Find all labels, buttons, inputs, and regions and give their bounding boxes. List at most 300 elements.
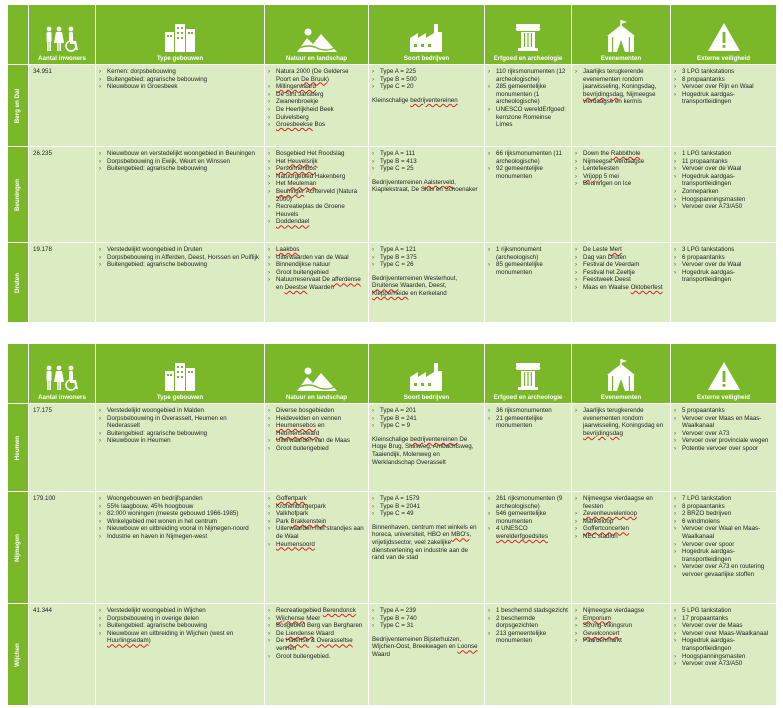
nature-cell: [265, 404, 369, 492]
bullet-list: [575, 607, 667, 645]
list-item: › Type C = 31: [372, 622, 481, 630]
list-item: › Woongebouwen en bedrijfspanden: [99, 495, 261, 503]
column-header-2: [96, 5, 265, 65]
list-item: › Valkhofpark: [268, 510, 365, 518]
column-header-label: Externe veiligheid: [697, 55, 750, 62]
list-item: › Potentie vervoer over spoor: [674, 445, 773, 453]
list-item: › Type C = 49: [372, 510, 481, 518]
list-item: › 6 propaantanks: [674, 254, 773, 262]
list-item: › Recreatieplas de Groene Heuvels: [268, 203, 365, 218]
buildings-icon: [97, 361, 263, 391]
list-item: › 3 LPG tankstations: [674, 246, 773, 254]
list-item: › Bosgebied Het Roodslag: [268, 150, 365, 158]
list-item: › Type C = 26: [372, 261, 481, 269]
list-item: › 85 gemeentelijke monumenten: [488, 261, 568, 276]
list-item: › 1 beschermd stadsgezicht: [488, 607, 568, 615]
municipality-label: Beuningen: [14, 178, 22, 211]
bullet-list: [268, 607, 365, 660]
building-types-cell: [96, 404, 265, 492]
inhabitants-count: 179.100: [29, 492, 96, 604]
list-item: › Type A = 239: [372, 607, 481, 615]
list-item: › Maas en Waalse Oktoberfest: [575, 284, 667, 292]
column-header-label: Evenementen: [600, 394, 642, 401]
list-item: › Natuurreservaat De afferdense en Deestse Waarden: [268, 276, 365, 291]
municipality-name: [8, 147, 29, 243]
column-header-4: [369, 344, 485, 404]
list-item: › Doddendael: [268, 218, 365, 226]
header-row: [8, 344, 777, 404]
bullet-list: [372, 607, 481, 630]
list-item: › Feestweek Deest: [575, 276, 667, 284]
list-item: › Type A = 121: [372, 246, 481, 254]
list-item: › 92 gemeentelijke monumenten: [488, 165, 568, 180]
bullet-list: [99, 150, 261, 173]
list-item: › Personnenbos: [268, 165, 365, 173]
column-header-7: [671, 344, 777, 404]
column-icon: [486, 361, 570, 391]
bullet-list: [575, 407, 667, 437]
column-header-7: [671, 5, 777, 65]
nature-cell: [265, 65, 369, 147]
list-item: › Buitengebied: agrarische bebouwing: [99, 76, 261, 84]
list-item: › Natuurgebied Hakenberg: [268, 173, 365, 181]
list-item: › 546 gemeentelijke monumenten: [488, 510, 568, 525]
heritage-cell: [485, 404, 572, 492]
business-types-cell: [369, 243, 485, 323]
list-item: › Het Meuleman: [268, 180, 365, 188]
list-item: › Strong-Vikingsrun: [575, 622, 667, 630]
list-item: › Beuningen on Ice: [575, 180, 667, 188]
list-item: › Uiterwaarden van de Waal: [268, 254, 365, 262]
list-item: › Heumensebos en Heumenseward: [268, 422, 365, 437]
column-header-label: Type gebouwen: [156, 55, 204, 62]
table-row: [8, 492, 777, 604]
circus-tent-icon: [573, 20, 669, 52]
list-item: › UNESCO wereldErfgoed: kernzone Romeinse Limes: [488, 106, 568, 129]
bullet-list: [268, 495, 365, 548]
list-item: › Wijchense Meer: [268, 615, 365, 623]
list-item: › Groot buitengebied.: [268, 653, 365, 661]
bullet-list: [268, 407, 365, 453]
building-types-cell: [96, 147, 265, 243]
heritage-cell: [485, 65, 572, 147]
bullet-list: [674, 150, 773, 211]
list-item: › 4 UNESCO werelderfgoedsites: [488, 525, 568, 540]
list-item: › Vervoer over Maas-Waalkanaal: [674, 630, 773, 638]
bullet-list: [488, 607, 568, 645]
bullet-list: [268, 246, 365, 292]
building-types-cell: [96, 243, 265, 323]
list-item: › Buitengebied: agrarische bebouwing: [99, 165, 261, 173]
external-safety-cell: [671, 604, 777, 706]
list-item: › Winkelgebied met wonen in het centrum: [99, 518, 261, 526]
municipality-name: [8, 492, 29, 604]
list-item: › De Leste Mert: [575, 246, 667, 254]
building-types-cell: [96, 492, 265, 604]
column-icon: [486, 22, 570, 52]
column-header-label: Aantal inwoners: [38, 394, 86, 401]
bullet-list: [488, 68, 568, 129]
list-item: › Nijmeegse vierdaagse en feesten: [575, 495, 667, 510]
bullet-list: [99, 607, 261, 645]
table-row: [8, 147, 777, 243]
list-item: › Vervoer over A73 en routering vervoer gevaarlijke stoffen: [674, 563, 773, 578]
list-item: › Nieuwbouw in Heumen: [99, 437, 261, 445]
list-item: › Zwanenbroekje: [268, 98, 365, 106]
bullet-list: [372, 407, 481, 430]
people-icon: [30, 365, 94, 391]
heritage-cell: [485, 147, 572, 243]
list-item: › Heidevelden en vennen: [268, 415, 365, 423]
list-item: › Vervoer over Maas en Maas-Waalkanaal: [674, 415, 773, 430]
table-row: [8, 404, 777, 492]
bullet-list: [674, 607, 773, 668]
bullet-list: [575, 495, 667, 541]
list-item: › Lentefeesten: [575, 165, 667, 173]
list-item: › Vervoer over de Waal: [674, 261, 773, 269]
bullet-list: [372, 150, 481, 173]
bullet-list: [372, 495, 481, 518]
external-safety-cell: [671, 147, 777, 243]
list-item: › Bosgebied Berg van Bergharen: [268, 622, 365, 630]
list-item: › Nijmeegse vierdaagse: [575, 158, 667, 166]
bullet-list: [575, 68, 667, 106]
list-item: › Down the Rabbithole: [575, 150, 667, 158]
municipality-label: Nijmegen: [14, 533, 22, 562]
list-item: › 17 propaantanks: [674, 615, 773, 623]
list-item: › Laakbos: [268, 246, 365, 254]
external-safety-cell: [671, 65, 777, 147]
list-item: › Marikeloop: [575, 518, 667, 526]
list-item: › Duivelsberg: [268, 114, 365, 122]
list-item: › Type C = 25: [372, 165, 481, 173]
warning-icon: [672, 22, 775, 52]
bullet-list: [488, 495, 568, 541]
business-parks-text: Bedrijventerreinen Westerhout, Druitense Waarden, Deest, Klepperheide en Kerkeland: [372, 274, 458, 297]
list-item: › 8 propaantanks: [674, 76, 773, 84]
column-header-2: [96, 344, 265, 404]
heritage-cell: [485, 243, 572, 323]
business-parks-text: Kleinschalige bedrijventereinen: [372, 96, 458, 104]
list-item: › Dorpsbebouwing in overige delen: [99, 615, 261, 623]
column-header-3: [265, 344, 369, 404]
business-types-cell: [369, 65, 485, 147]
list-item: › 11 propaantanks: [674, 158, 773, 166]
table-row: [8, 65, 777, 147]
list-item: › Verstedelijkt woongebied in Druten: [99, 246, 261, 254]
list-item: › Nieuwbouw en verstedelijkt woongebied in Beuningen: [99, 150, 261, 158]
business-types-cell: [369, 604, 485, 706]
column-header-6: [572, 5, 671, 65]
list-item: › 82.000 woningen (meeste gebouwd 1966-1985): [99, 510, 261, 518]
list-item: › 213 gemeentelijke monumenten: [488, 630, 568, 645]
list-item: › Hogedruk aardgas-transportleidingen: [674, 173, 773, 188]
bullet-list: [674, 407, 773, 453]
table-row: [8, 604, 777, 706]
list-item: › 21 gemeentelijke monumenten: [488, 415, 568, 430]
list-item: › 1 LPG tankstation: [674, 150, 773, 158]
list-item: › Nieuwbouw en uitbreiding vooral in Nijmegen-noord: [99, 525, 261, 533]
column-header-label: Externe veiligheid: [697, 394, 750, 401]
list-item: › Jaarlijks terugkerende evenementen rondom jaarwisseling, Koningsdag, bevrijdingsdag, Nijmeegse vierdaagse en kermis: [575, 68, 667, 106]
column-header-4: [369, 5, 485, 65]
list-item: › Goffertconcerten: [575, 525, 667, 533]
events-cell: [572, 147, 671, 243]
inhabitants-count: 41.344: [29, 604, 96, 706]
header-corner: [8, 344, 29, 404]
list-item: › 261 rijksmonumenten (9 archeologische): [488, 495, 568, 510]
municipality-label: Druten: [14, 272, 22, 293]
business-parks-text: Bedrijventerreinen Bijsterhuizen, Wijchen-Oost, Breekwagen en Loonse Waard: [372, 635, 478, 658]
bullet-list: [99, 246, 261, 269]
list-item: › Type B = 740: [372, 615, 481, 623]
column-header-1: [29, 5, 96, 65]
bullet-list: [372, 246, 481, 269]
business-types-cell: [369, 492, 485, 604]
column-header-label: Erfgoed en archeologie: [493, 394, 563, 401]
list-item: › De Liendense Waard: [268, 630, 365, 638]
municipality-name: [8, 604, 29, 706]
list-item: › Uiterwaarden met strandjes aan de Waal: [268, 525, 365, 540]
list-item: › Type A = 1579: [372, 495, 481, 503]
list-item: › Dag van Druten: [575, 254, 667, 262]
municipality-label: Heumen: [14, 435, 22, 460]
business-types-cell: [369, 147, 485, 243]
column-header-5: [485, 344, 572, 404]
list-item: › Vervoer over provinciale wegen: [674, 437, 773, 445]
municipality-table-1: [7, 4, 777, 323]
municipality-name: [8, 65, 29, 147]
list-item: › 6 windmolens: [674, 518, 773, 526]
list-item: › Verstedelijkt woongebied in Malden: [99, 407, 261, 415]
business-types-cell: [369, 404, 485, 492]
column-header-label: Erfgoed en archeologie: [493, 55, 563, 62]
inhabitants-count: 17.175: [29, 404, 96, 492]
inhabitants-count: 34.951: [29, 65, 96, 147]
list-item: › Hoogspanningsmasten: [674, 196, 773, 204]
list-item: › Millingerwaard: [268, 83, 365, 91]
list-item: › 55% laagbouw, 45% hoogbouw: [99, 503, 261, 511]
table-row: [8, 243, 777, 323]
bullet-list: [268, 150, 365, 226]
list-item: › Heumensoord: [268, 541, 365, 549]
circus-tent-icon: [573, 359, 669, 391]
municipality-label: Berg en Dal: [14, 88, 22, 123]
list-item: › 5 propaantanks: [674, 407, 773, 415]
warning-icon: [672, 361, 775, 391]
list-item: › Diverse bosgebieden: [268, 407, 365, 415]
landscape-icon: [266, 24, 367, 52]
events-cell: [572, 65, 671, 147]
list-item: › Kronenburgerpark: [268, 503, 365, 511]
nature-cell: [265, 492, 369, 604]
column-header-label: Type gebouwen: [156, 394, 204, 401]
inhabitants-count: 26.235: [29, 147, 96, 243]
nature-cell: [265, 147, 369, 243]
list-item: › Vervoer over A73: [674, 430, 773, 438]
list-item: › Festival het Zeeltje: [575, 269, 667, 277]
list-item: › Jaarlijks terugkerende evenementen rondom jaarwisseling, Koningsdag en bevrijdingsdag: [575, 407, 667, 437]
list-item: › 8 propaantanks: [674, 503, 773, 511]
header-row: [8, 5, 777, 65]
list-item: › 66 rijksmonumenten (11 archeologische): [488, 150, 568, 165]
column-header-label: Evenementen: [600, 55, 642, 62]
events-cell: [572, 404, 671, 492]
list-item: › Goffertpark: [268, 495, 365, 503]
column-header-label: Soort bedrijven: [403, 394, 450, 401]
list-item: › Nieuwbouw in Groesbeek: [99, 83, 261, 91]
list-item: › De Hatertse & Overasseltse vennen: [268, 637, 365, 652]
column-header-5: [485, 5, 572, 65]
column-header-3: [265, 5, 369, 65]
list-item: › Binnendijkse natuur: [268, 261, 365, 269]
list-item: › 2 beschermde dorpsgezichten: [488, 615, 568, 630]
list-item: › Groot buitengebied: [268, 269, 365, 277]
bullet-list: [674, 68, 773, 106]
bullet-list: [488, 407, 568, 430]
list-item: › NEC stadion: [575, 533, 667, 541]
list-item: › Zevenheuvelenloop: [575, 510, 667, 518]
list-item: › Emporium: [575, 615, 667, 623]
list-item: › Type B = 375: [372, 254, 481, 262]
list-item: › Type B = 2041: [372, 503, 481, 511]
list-item: › Hogedruk aardgas-transportleidingen: [674, 637, 773, 652]
list-item: › Paardenmarkt: [575, 637, 667, 645]
list-item: › Type C = 20: [372, 83, 481, 91]
list-item: › 36 rijksmonumenten: [488, 407, 568, 415]
bullet-list: [372, 68, 481, 91]
municipality-label: Wijchen: [14, 642, 22, 667]
list-item: › De Sint Jansberg: [268, 91, 365, 99]
bullet-list: [674, 495, 773, 579]
list-item: › 2 BRZO bedrijven: [674, 510, 773, 518]
list-item: › Nieuwbouw en uitbreiding in Wijchen (west en Huurlingsedam): [99, 630, 261, 645]
list-item: › 1 rijksmonument (archeologisch): [488, 246, 568, 261]
list-item: › 7 LPG tankstation: [674, 495, 773, 503]
list-item: › Vervoer over A73/A50: [674, 203, 773, 211]
bullet-list: [575, 246, 667, 292]
list-item: › Vervoer over Rijn en Waal: [674, 83, 773, 91]
business-parks-text: Binnenhaven, centrum met winkels en horeca, universiteit, HBO en MBO's, vrijetijdssector, veel zakelijke dienstverlening en industrie aan de rand van de stad: [372, 523, 477, 562]
bullet-list: [99, 495, 261, 541]
list-item: › Uiterwaarden van de Maas: [268, 437, 365, 445]
list-item: › Hogedruk aardgas-transportleidingen: [674, 548, 773, 563]
events-cell: [572, 243, 671, 323]
column-header-label: Aantal inwoners: [38, 55, 86, 62]
bullet-list: [488, 150, 568, 180]
list-item: › 3 LPG tankstations: [674, 68, 773, 76]
bullet-list: [99, 68, 261, 91]
list-item: › Zonneparken: [674, 188, 773, 196]
list-item: › Vrijopp 5 mei: [575, 173, 667, 181]
list-item: › Buitengebied: agrarische bebouwing: [99, 430, 261, 438]
list-item: › Vervoer over Waal en Maas-Waalkanaal: [674, 525, 773, 540]
events-cell: [572, 492, 671, 604]
column-header-label: Natuur en landschap: [285, 394, 348, 401]
list-item: › Dorpsbebouwing in Overasselt, Heumen en Nederasselt: [99, 415, 261, 430]
municipality-name: [8, 404, 29, 492]
list-item: › Het Heuvelsrijk: [268, 158, 365, 166]
external-safety-cell: [671, 404, 777, 492]
municipality-table-2: [7, 343, 777, 706]
list-item: › Type B = 413: [372, 158, 481, 166]
list-item: › Type A = 225: [372, 68, 481, 76]
column-header-label: Soort bedrijven: [403, 55, 450, 62]
inhabitants-count: 19.178: [29, 243, 96, 323]
list-item: › 110 rijksmonumenten (12 archeologische): [488, 68, 568, 83]
column-header-1: [29, 344, 96, 404]
list-item: › Recreatiegebied Berendonck: [268, 607, 365, 615]
bullet-list: [268, 68, 365, 129]
external-safety-cell: [671, 243, 777, 323]
list-item: › Type B = 500: [372, 76, 481, 84]
bullet-list: [575, 150, 667, 188]
list-item: › Industrie en haven in Nijmegen-west: [99, 533, 261, 541]
column-header-label: Natuur en landschap: [285, 55, 348, 62]
list-item: › Gevelconcert: [575, 630, 667, 638]
list-item: › Vervoer over spoor: [674, 541, 773, 549]
list-item: › Festival de Veerdam: [575, 261, 667, 269]
list-item: › Groot buitengebied: [268, 445, 365, 453]
list-item: › De Heerlijkheid Beek: [268, 106, 365, 114]
list-item: › Hogedruk aardgas-transportleidingen: [674, 269, 773, 284]
list-item: › Buitengebied: agrarische bebouwing: [99, 622, 261, 630]
business-parks-text: Bedrijventerreinen Aalsterveld, Kiaplekstraat, De Sluis en Schoenaker: [372, 178, 478, 194]
nature-cell: [265, 243, 369, 323]
list-item: › 5 LPG tankstation: [674, 607, 773, 615]
list-item: › Verstedelijkt woongebied in Wijchen: [99, 607, 261, 615]
buildings-icon: [97, 22, 263, 52]
heritage-cell: [485, 604, 572, 706]
list-item: › Hogedruk aardgas-transportleidingen: [674, 91, 773, 106]
factory-icon: [370, 22, 483, 52]
business-parks-text: Kleinschalige bedrijventereinen De Hoge Brug, Sluisweg, Ambachtsweg, Taaiendijk, Molenweg en Werklandschap Overasselt: [372, 435, 474, 466]
landscape-icon: [266, 363, 367, 391]
bullet-list: [674, 246, 773, 284]
list-item: › Type B = 241: [372, 415, 481, 423]
list-item: › Type C = 9: [372, 422, 481, 430]
municipality-name: [8, 243, 29, 323]
external-safety-cell: [671, 492, 777, 604]
list-item: › Buitengebied: agrarische bebouwing: [99, 261, 261, 269]
list-item: › 285 gemeentelijke monumenten (1 archeologische): [488, 83, 568, 106]
list-item: › Dorpsbebouwing in Afferden, Deest, Horssen en Puiflijk: [99, 254, 261, 262]
header-corner: [8, 5, 29, 65]
factory-icon: [370, 361, 483, 391]
column-header-6: [572, 344, 671, 404]
events-cell: [572, 604, 671, 706]
nature-cell: [265, 604, 369, 706]
list-item: › Vervoer over de Waal: [674, 165, 773, 173]
list-item: › Vervoer over de Maas: [674, 622, 773, 630]
list-item: › Natura 2000 (De Gelderse Poort en De Bruuk): [268, 68, 365, 83]
building-types-cell: [96, 65, 265, 147]
bullet-list: [488, 246, 568, 276]
list-item: › Groesbeekse Bos: [268, 121, 365, 129]
list-item: › Park Brakkenstein: [268, 518, 365, 526]
list-item: › Type A = 111: [372, 150, 481, 158]
list-item: › Kernen: dorpsbebouwing: [99, 68, 261, 76]
list-item: › Type A = 201: [372, 407, 481, 415]
people-icon: [30, 26, 94, 52]
list-item: › Hoogspanningsmasten: [674, 653, 773, 661]
list-item: › Beuninger Achterveld (Natura 2000): [268, 188, 365, 203]
building-types-cell: [96, 604, 265, 706]
list-item: › Nijmeegse vierdaagse: [575, 607, 667, 615]
list-item: › Dorpsbebouwing in Ewijk, Weurt en Winssen: [99, 158, 261, 166]
list-item: › Vervoer over A73/A50: [674, 660, 773, 668]
heritage-cell: [485, 492, 572, 604]
